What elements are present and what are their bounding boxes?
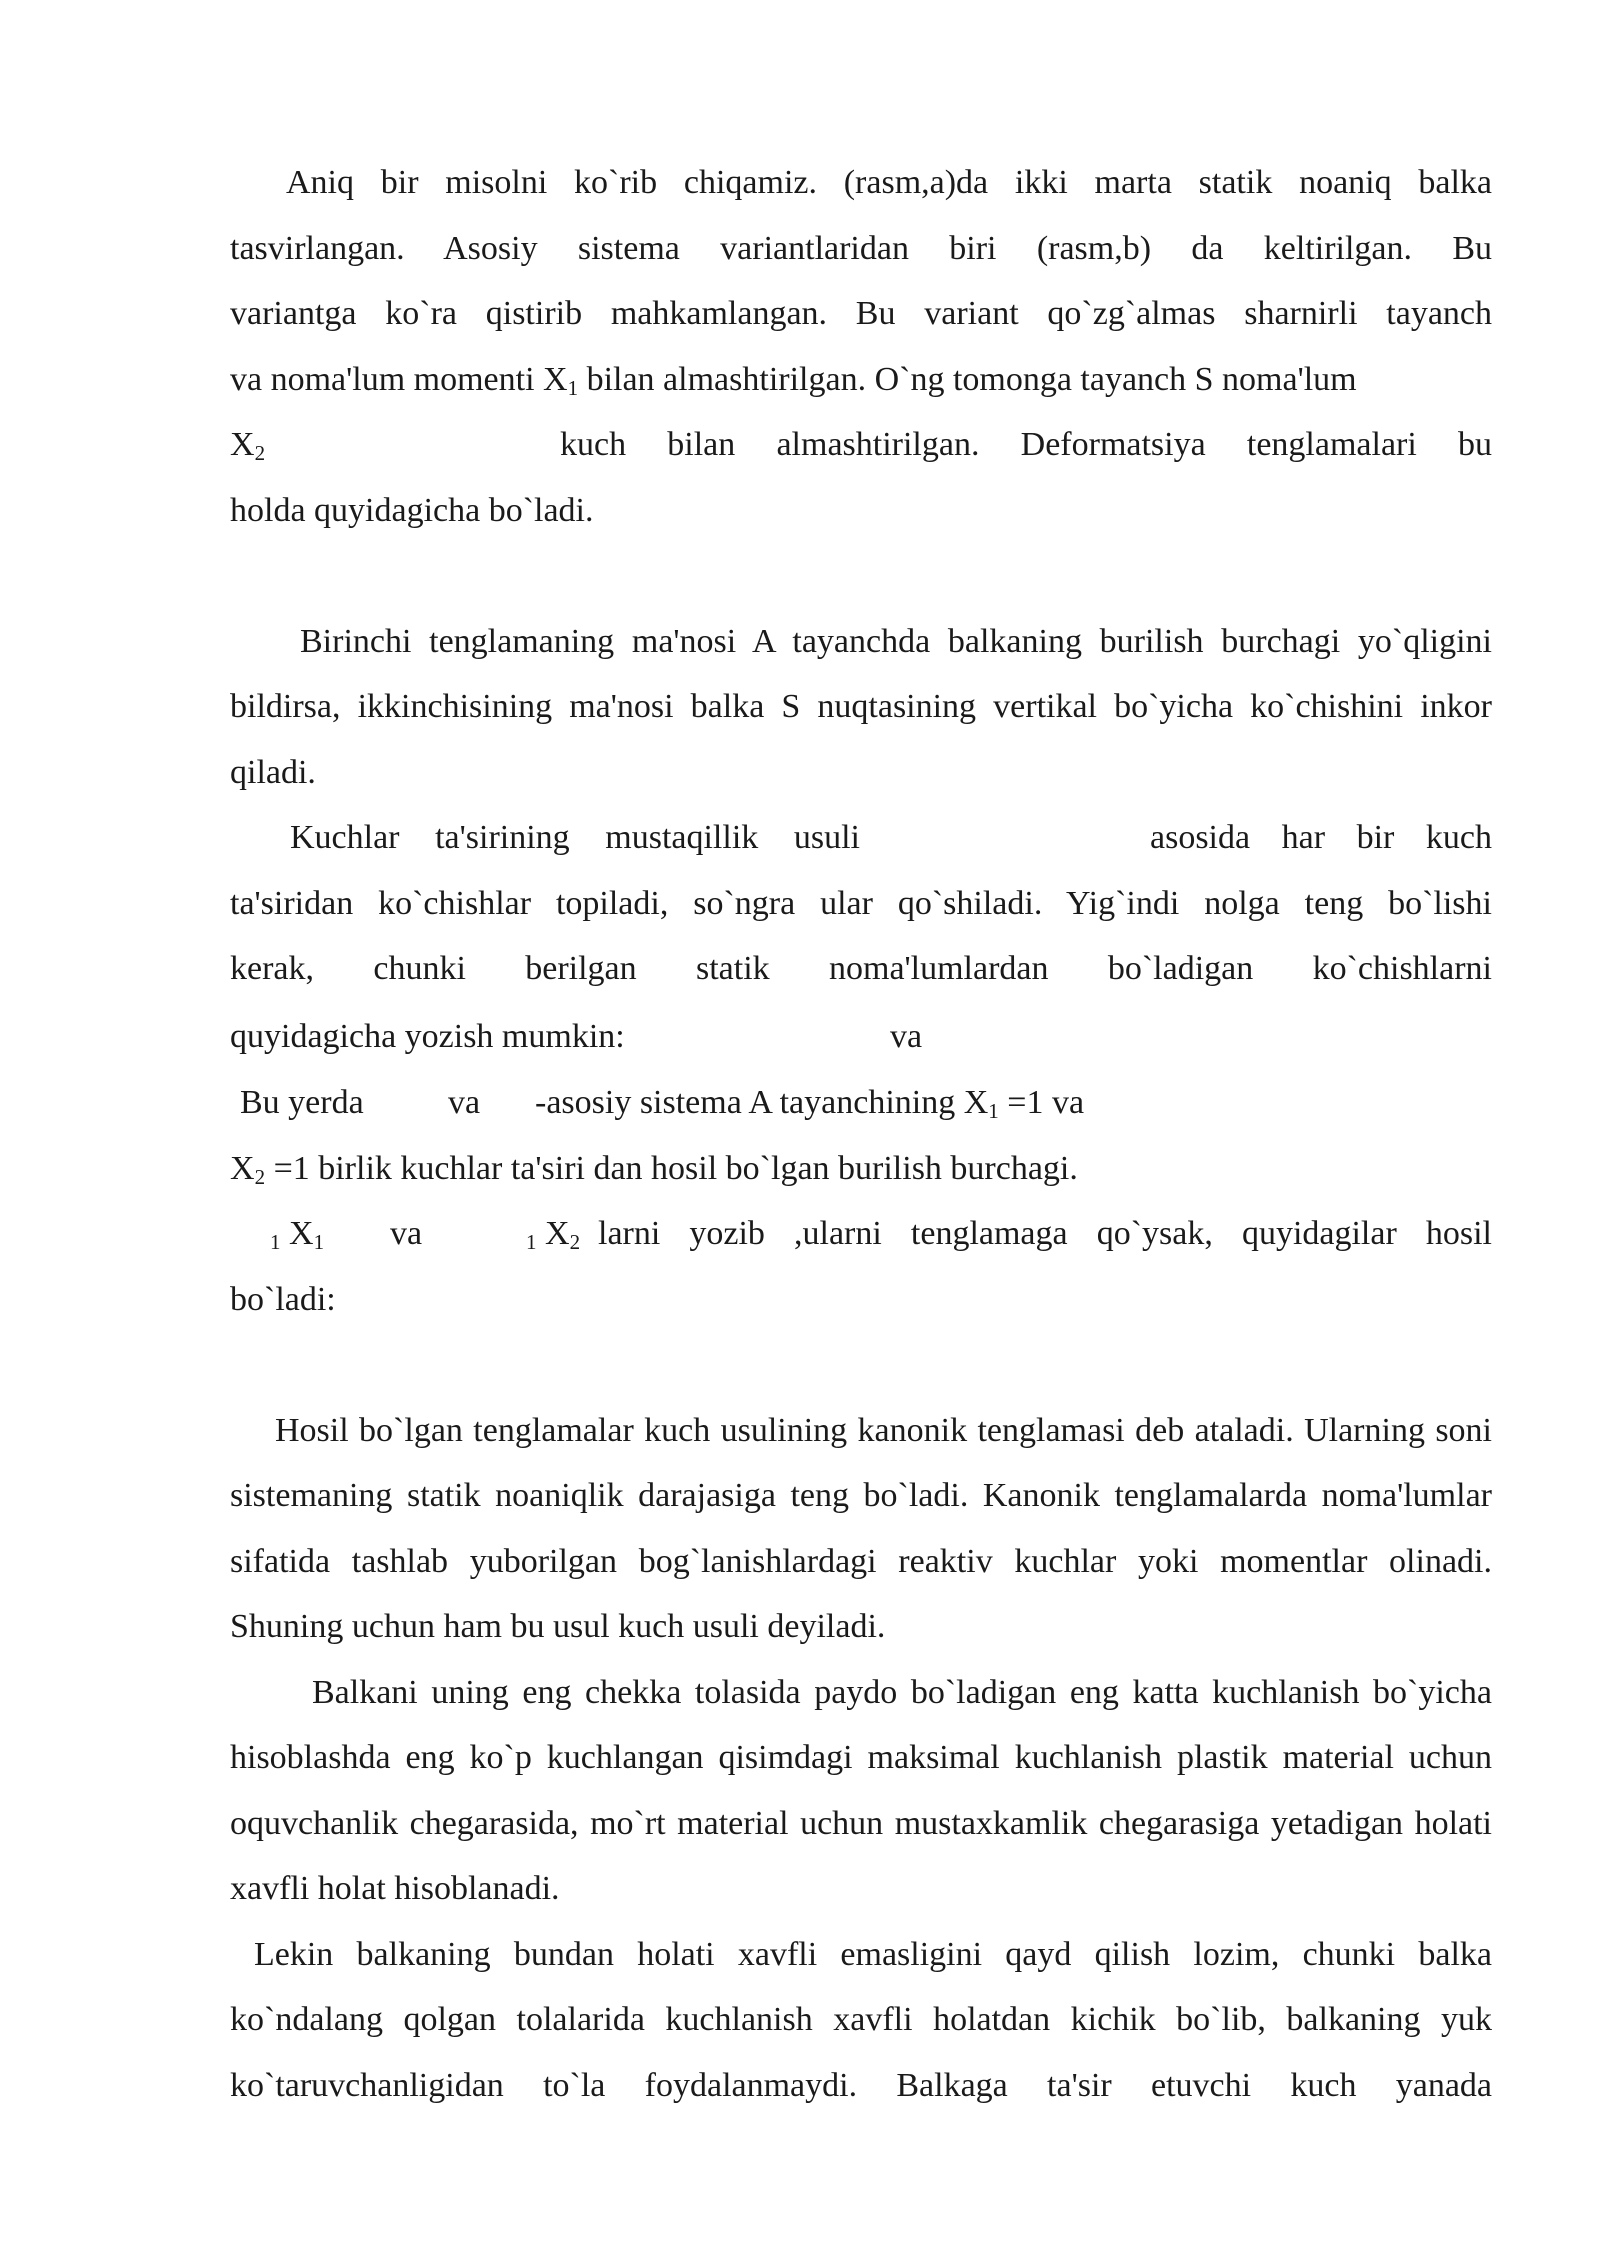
substitute-term-1 — [270, 1201, 324, 1267]
independence-line-3-text: kerak, chunki berilgan statik noma'lumlardan bo`ladigan ko`chishlarni — [230, 950, 1492, 987]
where-line-2 — [230, 1136, 1492, 1202]
where-line-2-b: =1 birlik kuchlar ta'siri dan hosil bo`lgan burilish burchagi. — [265, 1149, 1078, 1187]
independence-line-4-a: quyidagicha yozish mumkin: — [230, 1017, 625, 1055]
where-line-2-sub: 2 — [254, 1164, 266, 1189]
paragraph-independence — [230, 805, 1492, 1070]
paragraph-where — [230, 1070, 1492, 1202]
substitute-va: va — [390, 1215, 423, 1252]
independence-line-2 — [230, 871, 1492, 937]
intro-line-2 — [230, 216, 1492, 282]
intro-line-5-a: X — [230, 426, 255, 463]
substitute-term-1-x: X — [280, 1215, 314, 1252]
intro-line-4 — [230, 347, 1492, 413]
substitute-term-2-x: X — [536, 1215, 570, 1252]
where-line-1-d: =1 va — [998, 1083, 1085, 1121]
intro-line-1 — [230, 150, 1492, 216]
where-line-1 — [230, 1070, 1492, 1136]
independence-line-1-b: asosida har bir kuch — [1150, 819, 1492, 856]
intro-line-3-text: variantga ko`ra qistirib mahkamlangan. Bu variant qo`zg`almas sharnirli tayanch — [230, 295, 1492, 332]
substitute-line-2 — [230, 1267, 1492, 1333]
substitute-rest: larni yozib ,ularni tenglamaga qo`ysak, quyidagilar hosil — [598, 1215, 1492, 1252]
where-line-1-sub: 1 — [988, 1098, 999, 1123]
formula-gap-2 — [230, 1332, 1492, 1398]
substitute-line-2-text: bo`ladi: — [230, 1280, 336, 1318]
independence-line-3 — [230, 936, 1492, 1002]
independence-line-4-b: va — [890, 1017, 923, 1055]
independence-line-2-text: ta'siridan ko`chishlar topiladi, so`ngra ular qo`shiladi. Yig`indi nolga teng bo`lishi — [230, 884, 1492, 922]
intro-line-4-sub: 1 — [567, 375, 579, 400]
substitute-term-1-sub: 1 — [270, 1230, 281, 1254]
where-line-1-b: va — [448, 1083, 481, 1121]
intro-line-4-a: va noma'lum momenti X — [230, 360, 568, 398]
substitute-line-1 — [230, 1201, 1492, 1267]
substitute-term-1-xsub: 1 — [313, 1230, 325, 1254]
substitute-term-2-sub: 1 — [526, 1230, 537, 1254]
intro-line-4-b: bilan almashtirilgan. O`ng tomonga tayanch S noma'lum — [578, 360, 1357, 398]
paragraph-intro — [230, 150, 1492, 543]
where-line-2-a: X — [230, 1149, 255, 1187]
intro-line-2-text: tasvirlangan. Asosiy sistema variantlaridan biri (rasm,b) da keltirilgan. Bu — [230, 229, 1492, 267]
paragraph-danger-state: Balkani uning eng chekka tolasida paydo bo`ladigan eng katta kuchlanish bo`yicha hisoblashda eng ko`p kuchlangan qisimdagi maksimal kuchlanish plastik material uchun oquvchanlik chegarasida, mo`rt material uchun mustaxkamlik chegarasiga yetadigan holati xavfli holat hisoblanadi. — [230, 1673, 1492, 1907]
independence-line-1-a: Kuchlar ta'sirining mustaqillik usuli — [290, 819, 860, 856]
substitute-term-2 — [526, 1201, 580, 1267]
paragraph-meaning: Birinchi tenglamaning ma'nosi A tayanchda balkaning burilish burchagi yo`qligini bildirsa, ikkinchisining ma'nosi balka S nuqtasining vertikal bo`yicha ko`chishini inkor qiladi. — [230, 622, 1492, 791]
document-page — [230, 150, 1492, 2118]
paragraph-substitute — [230, 1201, 1492, 1332]
independence-line-4 — [230, 1002, 1492, 1070]
where-line-1-a: Bu yerda — [240, 1083, 364, 1121]
intro-line-6 — [230, 478, 1492, 544]
intro-line-5-x — [230, 412, 265, 478]
paragraph-canonical: Hosil bo`lgan tenglamalar kuch usulining kanonik tenglamasi deb ataladi. Ularning soni sistemaning statik noaniqlik darajasiga teng bo`ladi. Kanonik tenglamalarda noma'lumlar sifatida tashlab yuborilgan bog`lanishlardagi reaktiv kuchlar yoki momentlar olinadi. Shuning uchun ham bu usul kuch usuli deyiladi. — [230, 1411, 1492, 1645]
paragraph-load-capacity: Lekin balkaning bundan holati xavfli emasligini qayd qilish lozim, chunki balka ko`ndalang qolgan tolalarida kuchlanish xavfli holatdan kichik bo`lib, balkaning yuk ko`taruvchanligidan to`la foydalanmaydi. Balkaga ta'sir etuvchi kuch yanada — [230, 1935, 1492, 2104]
intro-line-1-text: Aniq bir misolni ko`rib chiqamiz. (rasm,a)da ikki marta statik noaniq balka — [286, 164, 1492, 201]
independence-line-1 — [230, 805, 1492, 871]
intro-line-5 — [230, 412, 1492, 478]
formula-gap-1 — [230, 543, 1492, 609]
intro-line-6-text: holda quyidagicha bo`ladi. — [230, 491, 594, 529]
substitute-term-2-xsub: 2 — [569, 1230, 581, 1254]
where-line-1-c — [535, 1070, 1084, 1136]
intro-line-3 — [230, 281, 1492, 347]
intro-line-5-sub: 2 — [254, 441, 266, 465]
intro-line-5-b: kuch bilan almashtirilgan. Deformatsiya tenglamalari bu — [560, 426, 1492, 463]
where-line-1-c-text: -asosiy sistema A tayanchining X — [535, 1083, 989, 1121]
